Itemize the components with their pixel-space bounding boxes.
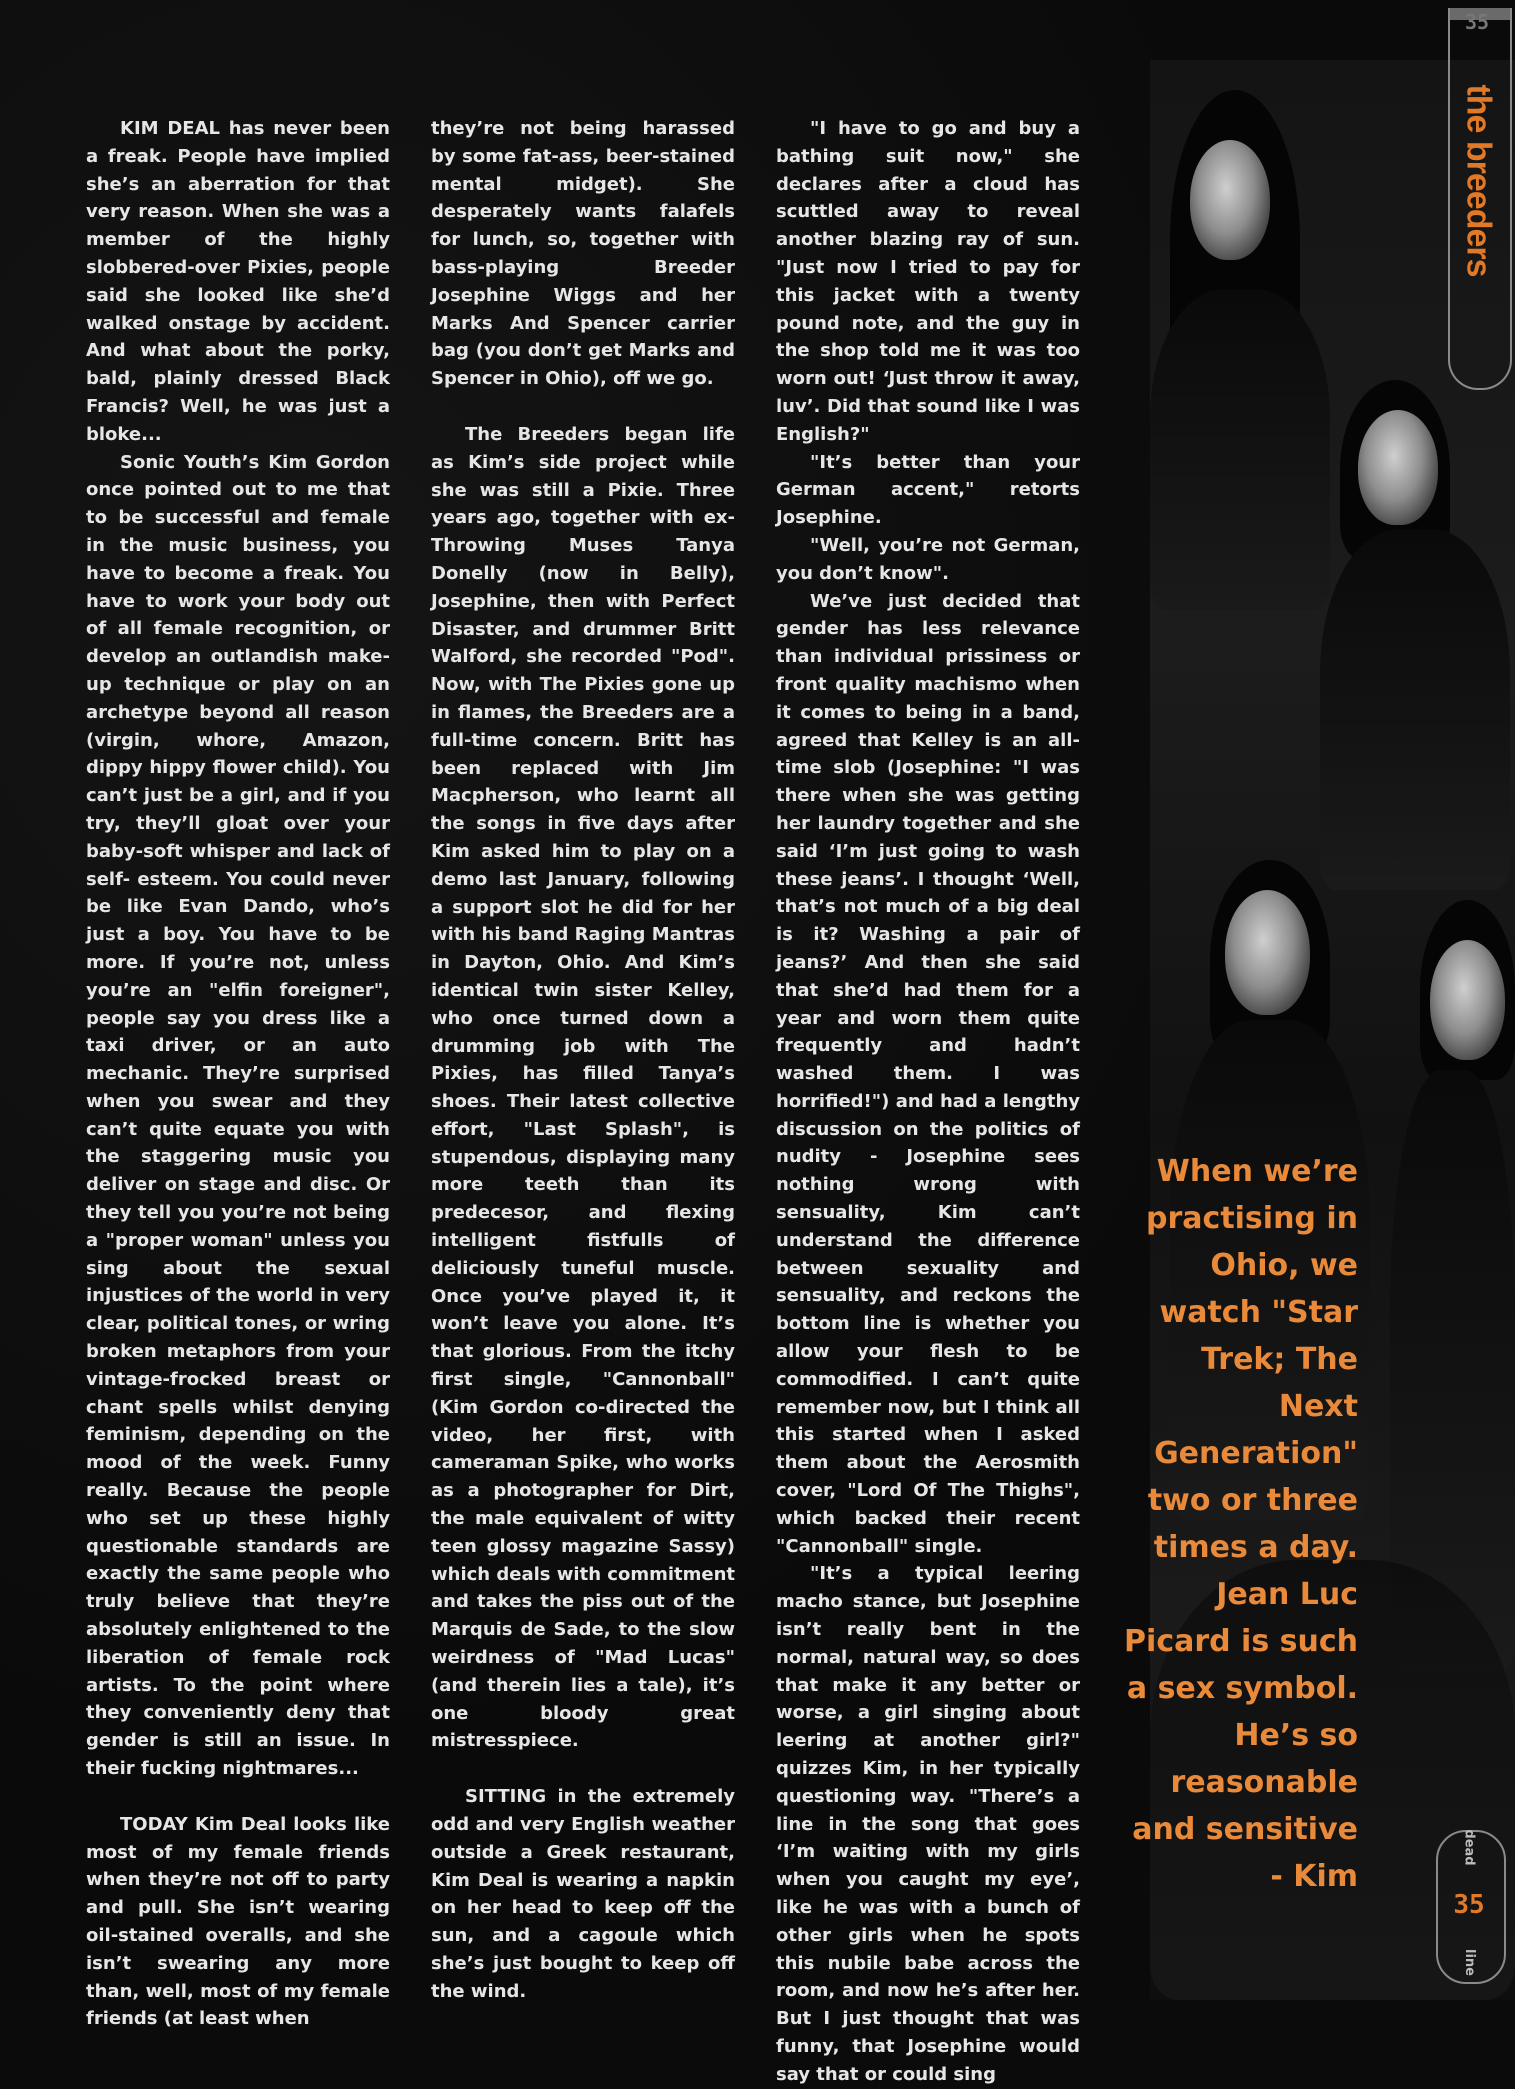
paragraph: SITTING in the extremely odd and very English weather outside a Greek restaurant, Kim Deal is wearing a napkin on her head to keep off the sun, and a cagoule which she’s just bought to keep off the wind. <box>431 1786 735 2002</box>
corner-page-number: 35 <box>1465 10 1490 34</box>
paragraph: Sonic Youth’s Kim Gordon once pointed out to me that to be successful and female in the music business, you have to become a freak. You have to work your body out of all female recognition, or develop an outlandish make-up technique or play on an archetype beyond all reason (virgin, whore, Amazon, dippy hippy flower child). You can’t just be a girl, and if you try, they’ll gloat over your baby-soft whisper and lack of self- esteem. You could never be like Evan Dando, who’s just a boy. You have to be more. If you’re not, unless you’re an "elfin foreigner", people say you dress like a taxi driver, or an auto mechanic. They’re surprised when you swear and they can’t quite equate you with the staggering music you deliver on stage and disc. Or they tell you you’re not being a "proper woman" unless you sing about the sexual injustices of the world in very clear, political tones, or wring broken metaphors from your vintage-frocked breast or chant spells whilst denying feminism, depending on the mood of the week. Funny really. Because the people who set up these highly questionable standards are exactly the same people who truly believe that they’re absolutely enlightened to the liberation of female rock artists. To the point where they conveniently deny that gender is still an issue. In their fucking nightmares... <box>86 451 390 1780</box>
section-title: the breeders <box>1459 83 1498 277</box>
paragraph: KIM DEAL has never been a freak. People have implied she’s an aberration for that very reason. When she was a member of the highly slobbered-over Pixies, people said she looked like she’d walked onstage by accident. And what about the porky, bald, plainly dressed Black Francis? Well, he was just a bloke... <box>86 118 390 445</box>
paragraph: "It’s better than your German accent," retorts Josephine. <box>776 451 1080 529</box>
band-member-face <box>1190 140 1270 260</box>
folio <box>1436 1830 1502 1980</box>
paragraph: TODAY Kim Deal looks like most of my female friends when they’re not off to party and pull. She isn’t wearing oil-stained overalls, and she isn’t swearing any more than, well, most of my female friends (at least when <box>86 1813 390 2030</box>
paragraph: "It’s a typical leering macho stance, but Josephine isn’t really bent in the normal, natural way, so does that make it any better or worse, a girl singing about leering at another girl?" quizzes Kim, in her typically questioning way. "There’s a line in the song that goes ‘I’m waiting with my girls when you caught my eye’, like he was with a bunch of other girls when he spots this nubile babe across the room, and now he’s after her. But I just thought that was funny, that Josephine would say that or could sing <box>776 1563 1080 2085</box>
article-column-3 <box>776 115 1080 2089</box>
folio-top-word: dead <box>1461 1829 1477 1866</box>
paragraph: they’re not being harassed by some fat-ass, beer-stained mental midget). She desperately wants falafels for lunch, so, together with bass-playing Breeder Josephine Wiggs and her Marks And Spencer carrier bag (you don’t get Marks and Spencer in Ohio), off we go. <box>431 118 735 390</box>
paragraph: "I have to go and buy a bathing suit now," she declares after a cloud has scuttled away to reveal another blazing ray of sun. "Just now I tried to pay for this jacket with a twenty pound note, and the guy in the shop told me it was too worn out! ‘Just throw it away, luv’. Did that sound like I was English?" <box>776 118 1080 445</box>
pull-quote: When we’re practising in Ohio, we watch "Star Trek; The Next Generation" two or three times a day. Jean Luc Picard is such a sex symbol. He’s so reasonable and sensitive - Kim <box>1124 1154 1358 1894</box>
paragraph: The Breeders began life as Kim’s side project while she was still a Pixie. Three years ago, together with ex-Throwing Muses Tanya Donelly (now in Belly), Josephine, then with Perfect Disaster, and drummer Britt Walford, she recorded "Pod". Now, with The Pixies gone up in flames, the Breeders are a full-time concern. Britt has been replaced with Jim Macpherson, who learnt all the songs in five days after Kim asked him to play on a demo last January, following a support slot he did for her with his band Raging Mantras in Dayton, Ohio. And Kim’s identical twin sister Kelley, who once turned down a drumming job with The Pixies, has filled Tanya’s shoes. Their latest collective effort, "Last Splash", is stupendous, displaying many more teeth than its predecesor, and flexing intelligent fistfulls of deliciously tuneful muscle. Once you’ve played it, it won’t leave you alone. It’s that glorious. From the itchy first single, "Cannonball" (Kim Gordon co-directed the video, her first, with cameraman Spike, who works as a photographer for Dirt, the male equivalent of witty teen glossy magazine Sassy) which deals with commitment and takes the piss out of the Marquis de Sade, to the slow weirdness of "Mad Lucas" (and therein lies a tale), it’s one bloody great mistresspiece. <box>431 423 735 1752</box>
page-number: 35 <box>1453 1890 1485 1920</box>
section-label <box>1442 83 1514 277</box>
band-member-face <box>1430 940 1505 1060</box>
paragraph: We’ve just decided that gender has less relevance than individual prissiness or front quality machismo when it comes to being in a band, agreed that Kelley is an all-time slob (Josephine: "I was there when she was getting her laundry together and she said ‘I’m just going to wash these jeans’. I thought ‘Well, that’s not much of a big deal is it? Washing a pair of jeans?’ And then she said that she’d had them for a year and worn them quite frequently and hadn’t washed them. I was horrified!") and had a lengthy discussion on the politics of nudity - Josephine sees nothing wrong with sensuality, Kim can’t understand the difference between sexuality and sensuality, and reckons the bottom line is whether you allow your flesh to be commodified. I can’t quite remember now, but I think all this started when I asked them about the Aerosmith cover, "Lord Of The Thighs", which backed their recent "Cannonball" single. <box>776 590 1080 1557</box>
band-member-face <box>1225 890 1310 1015</box>
band-member-face <box>1358 410 1438 525</box>
article-column-1 <box>86 115 390 2033</box>
paragraph: "Well, you’re not German, you don’t know". <box>776 534 1080 584</box>
article-column-2 <box>431 115 735 2006</box>
folio-bottom-word: line <box>1461 1949 1477 1976</box>
